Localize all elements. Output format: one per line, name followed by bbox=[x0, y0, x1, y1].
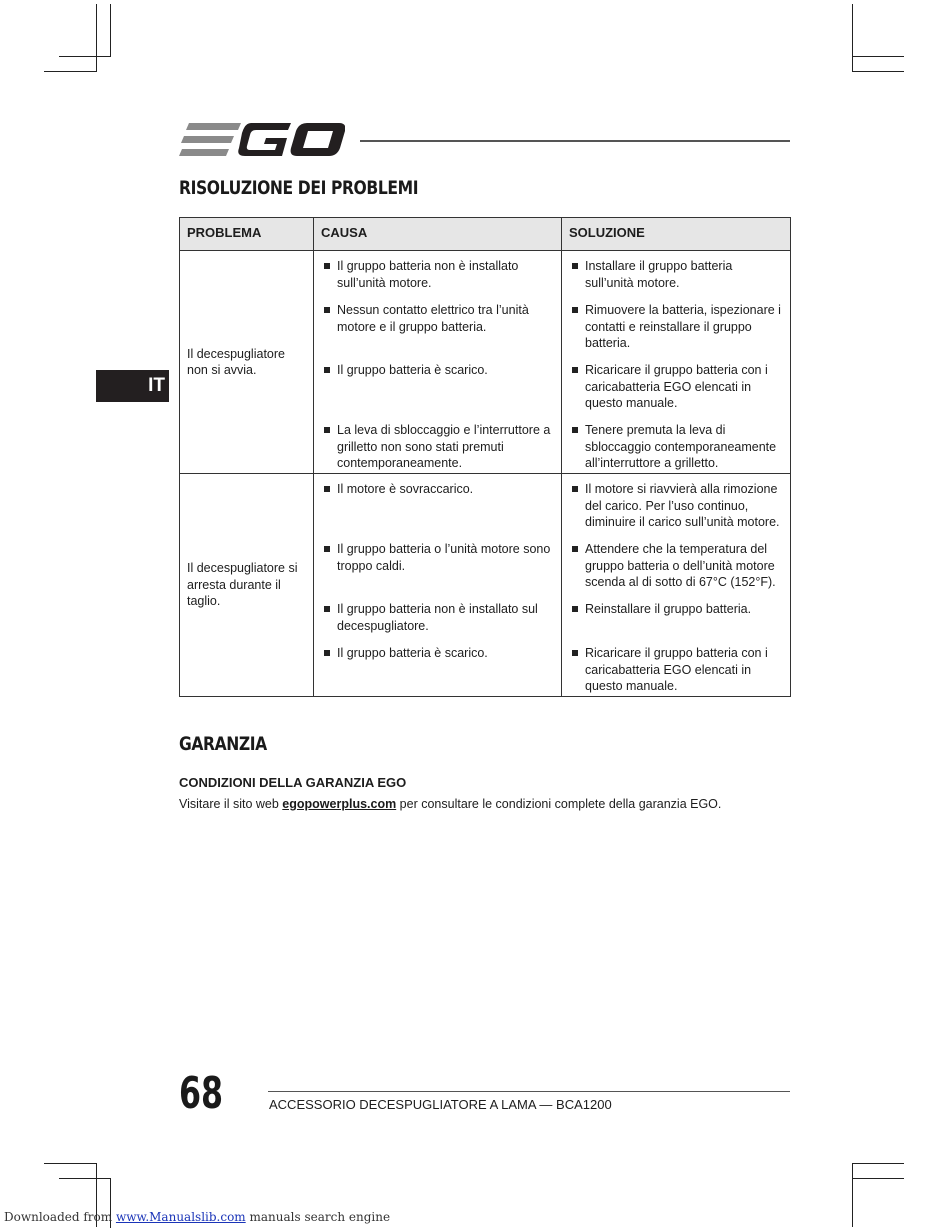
ego-logo bbox=[179, 119, 345, 161]
bullet-icon bbox=[572, 427, 578, 433]
crop-mark bbox=[96, 4, 97, 72]
table-header-row bbox=[180, 218, 791, 251]
cause-item: Il gruppo batteria o l’unità motore sono troppo caldi. bbox=[315, 541, 560, 595]
crop-mark bbox=[59, 56, 111, 57]
solution-item: Il motore si riavvierà alla rimozione del carico. Per l’uso continuo, diminuire il carico sull’unità motore. bbox=[563, 481, 789, 535]
column-header-solution: SOLUZIONE bbox=[562, 218, 791, 251]
footer-product-name: ACCESSORIO DECESPUGLIATORE A LAMA — BCA1200 bbox=[269, 1097, 612, 1112]
bullet-icon bbox=[572, 606, 578, 612]
crop-mark bbox=[852, 71, 904, 72]
footer-rule bbox=[268, 1091, 790, 1092]
solution-cell bbox=[562, 474, 791, 697]
crop-mark bbox=[59, 1178, 111, 1179]
warranty-link[interactable]: egopowerplus.com bbox=[282, 797, 397, 811]
cause-item: Il gruppo batteria è scarico. bbox=[315, 362, 560, 416]
cause-item: Nessun contatto elettrico tra l’unità motore e il gruppo batteria. bbox=[315, 302, 560, 356]
bullet-icon bbox=[324, 427, 330, 433]
manualslib-link[interactable]: www.Manualslib.com bbox=[115, 1210, 246, 1224]
bullet-icon bbox=[324, 263, 330, 269]
solution-cell bbox=[562, 251, 791, 474]
logo-e-stripe bbox=[181, 136, 234, 143]
column-header-problem: PROBLEMA bbox=[180, 218, 314, 251]
header-rule bbox=[360, 140, 790, 142]
cause-item: La leva di sbloccaggio e l’interruttore a grilletto non sono stati premuti contemporaneamente. bbox=[315, 422, 560, 472]
warranty-title: GARANZIA bbox=[179, 733, 267, 755]
problem-cell bbox=[180, 474, 314, 697]
bullet-icon bbox=[324, 650, 330, 656]
troubleshooting-title: RISOLUZIONE DEI PROBLEMI bbox=[179, 177, 419, 199]
logo-g bbox=[238, 123, 291, 156]
solution-item: Rimuovere la batteria, ispezionare i contatti e reinstallare il gruppo batteria. bbox=[563, 302, 789, 356]
troubleshooting-table bbox=[179, 217, 791, 697]
logo-e-stripe bbox=[186, 123, 241, 130]
solution-item: Ricaricare il gruppo batteria con i caricabatteria EGO elencati in questo manuale. bbox=[563, 362, 789, 416]
solution-item: Installare il gruppo batteria sull’unità motore. bbox=[563, 258, 789, 296]
language-tab: IT bbox=[96, 370, 169, 402]
crop-mark bbox=[852, 1178, 904, 1179]
column-header-cause: CAUSA bbox=[314, 218, 562, 251]
table-row bbox=[180, 474, 791, 697]
logo-e-stripe bbox=[179, 149, 229, 156]
download-note: Downloaded from www.Manualslib.com manuals search engine bbox=[4, 1210, 391, 1224]
cause-item: Il gruppo batteria è scarico. bbox=[315, 645, 560, 695]
bullet-icon bbox=[572, 650, 578, 656]
bullet-icon bbox=[324, 307, 330, 313]
crop-mark bbox=[852, 1163, 853, 1227]
solution-item: Reinstallare il gruppo batteria. bbox=[563, 601, 789, 639]
crop-mark bbox=[44, 1163, 97, 1164]
bullet-icon bbox=[324, 546, 330, 552]
crop-mark bbox=[852, 4, 853, 72]
cause-item: Il gruppo batteria non è installato sul decespugliatore. bbox=[315, 601, 560, 639]
solution-item: Tenere premuta la leva di sbloccaggio contemporaneamente all’interruttore a grilletto. bbox=[563, 422, 789, 472]
table-row bbox=[180, 251, 791, 474]
problem-text: Il decespugliatore non si avvia. bbox=[187, 346, 285, 377]
bullet-icon bbox=[572, 367, 578, 373]
cause-cell bbox=[314, 474, 562, 697]
warranty-text: Visitare il sito web egopowerplus.com per consultare le condizioni complete della garanzia EGO. bbox=[179, 797, 722, 811]
crop-mark bbox=[852, 56, 904, 57]
bullet-icon bbox=[324, 486, 330, 492]
bullet-icon bbox=[324, 606, 330, 612]
crop-mark bbox=[44, 71, 97, 72]
page-number: 68 bbox=[179, 1068, 224, 1119]
solution-item: Ricaricare il gruppo batteria con i caricabatteria EGO elencati in questo manuale. bbox=[563, 645, 789, 695]
bullet-icon bbox=[572, 263, 578, 269]
problem-text: Il decespugliatore si arresta durante il taglio. bbox=[187, 561, 298, 609]
logo-o bbox=[291, 123, 345, 156]
bullet-icon bbox=[572, 546, 578, 552]
bullet-icon bbox=[572, 307, 578, 313]
crop-mark bbox=[110, 4, 111, 56]
solution-item: Attendere che la temperatura del gruppo batteria o dell’unità motore scenda al di sotto di 67°C (152°F). bbox=[563, 541, 789, 595]
bullet-icon bbox=[572, 486, 578, 492]
crop-mark bbox=[852, 1163, 904, 1164]
problem-cell bbox=[180, 251, 314, 474]
cause-item: Il motore è sovraccarico. bbox=[315, 481, 560, 535]
cause-item: Il gruppo batteria non è installato sull’unità motore. bbox=[315, 258, 560, 296]
warranty-subtitle: CONDIZIONI DELLA GARANZIA EGO bbox=[179, 775, 407, 790]
bullet-icon bbox=[324, 367, 330, 373]
cause-cell bbox=[314, 251, 562, 474]
